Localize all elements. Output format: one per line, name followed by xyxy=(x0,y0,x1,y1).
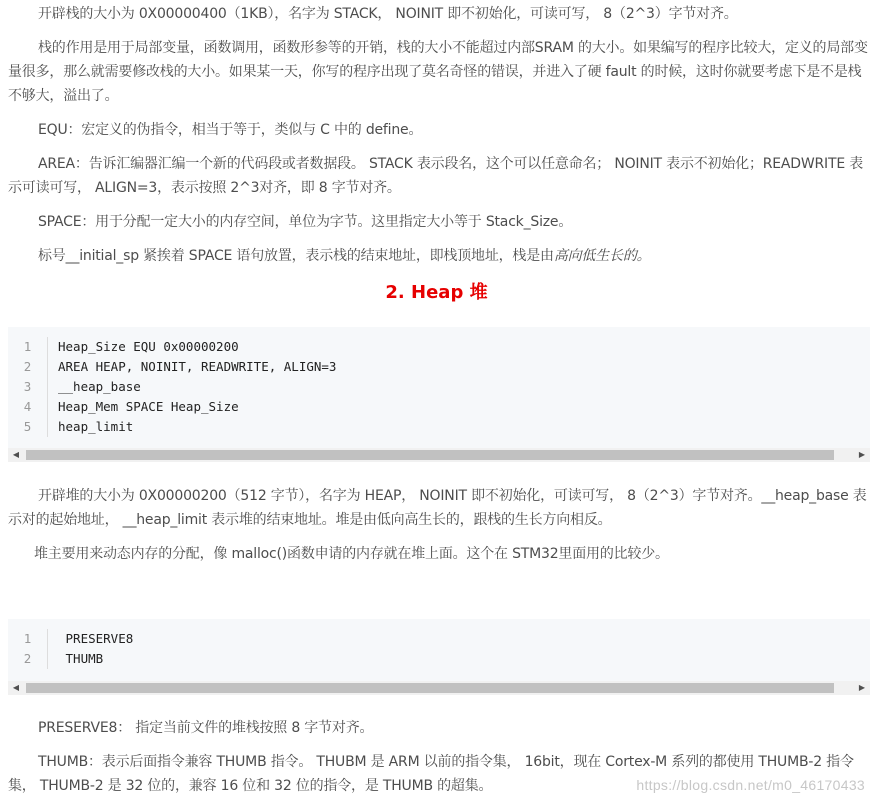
paragraph-text: 开辟堆的大小为 0X00000200（512 字节），名字为 HEAP， NOINIT 即不初始化，可读可写， 8（2^3）字节对齐。__heap_base 表示对的起始地址， __heap_limit 表示堆的结束地址。堆是由低向高生长的，跟栈的生长方向相反。 xyxy=(8,488,867,528)
scroll-right-icon[interactable]: ▶ xyxy=(858,683,866,692)
paragraph-area xyxy=(8,152,870,200)
scrollbar-thumb[interactable] xyxy=(26,683,834,693)
code-line xyxy=(8,417,870,437)
code-text: PRESERVE8 xyxy=(58,631,134,646)
paragraph-text: SPACE：用于分配一定大小的内存空间，单位为字节。这里指定大小等于 Stack_Size。 xyxy=(38,214,573,230)
code-line xyxy=(8,337,870,357)
paragraph-text: 标号__initial_sp 紧挨着 SPACE 语句放置，表示栈的结束地址，即栈顶地址，栈是由 xyxy=(38,248,554,264)
code-text: Heap_Mem SPACE Heap_Size xyxy=(58,399,239,414)
code-text: AREA HEAP, NOINIT, READWRITE, ALIGN=3 xyxy=(58,359,337,374)
code-line xyxy=(8,629,870,649)
line-number: 2 xyxy=(8,357,48,377)
paragraph-text: PRESERVE8： 指定当前文件的堆栈按照 8 字节对齐。 xyxy=(38,720,374,736)
paragraph-text: 栈的作用是用于局部变量，函数调用，函数形参等的开销，栈的大小不能超过内部SRAM 的大小。如果编写的程序比较大，定义的局部变量很多，那么就需要修改栈的大小。如果某一天，你写的程序出现了莫名奇怪的错误，并进入了硬 fault 的时候，这时你就要考虑下是不是栈不够大，溢出了。 xyxy=(8,40,868,104)
paragraph-equ xyxy=(8,118,870,142)
paragraph-text: 堆主要用来动态内存的分配，像 malloc()函数申请的内存就在堆上面。这个在 STM32里面用的比较少。 xyxy=(34,546,669,562)
code-text: THUMB xyxy=(58,651,104,666)
paragraph-initial-sp xyxy=(8,244,870,268)
emphasis-text: 高向低生长的。 xyxy=(553,248,651,264)
code-text: Heap_Size EQU 0x00000200 xyxy=(58,339,239,354)
paragraph-heap-usage xyxy=(8,542,870,566)
line-number: 1 xyxy=(8,629,48,649)
code-line xyxy=(8,397,870,417)
line-number: 3 xyxy=(8,377,48,397)
section-heading-heap: 2. Heap 堆 xyxy=(385,282,488,303)
line-number: 5 xyxy=(8,417,48,437)
line-number: 2 xyxy=(8,649,48,669)
code-line xyxy=(8,649,870,669)
code-block-preserve xyxy=(8,619,870,681)
code-text: __heap_base xyxy=(58,379,141,394)
code-block-heap xyxy=(8,327,870,449)
paragraph-stack-usage xyxy=(8,36,870,108)
horizontal-scrollbar[interactable] xyxy=(8,681,870,695)
paragraph-stack-size xyxy=(8,2,870,26)
code-line xyxy=(8,357,870,377)
code-text: heap_limit xyxy=(58,419,134,434)
paragraph-text: AREA：告诉汇编器汇编一个新的代码段或者数据段。 STACK 表示段名，这个可以任意命名； NOINIT 表示不初始化；READWRITE 表示可读可写， ALIGN=3，表示按照 2^3对齐，即 8 字节对齐。 xyxy=(8,156,864,196)
paragraph-text: THUMB：表示后面指令兼容 THUMB 指令。 THUBM 是 ARM 以前的指令集， 16bit，现在 Cortex-M 系列的都使用 THUMB-2 指令集， THUMB-2 是 32 位的，兼容 16 位和 32 位的指令，是 THUMB 的超集。 xyxy=(8,754,854,794)
scrollbar-thumb[interactable] xyxy=(26,450,834,460)
line-number: 1 xyxy=(8,337,48,357)
scroll-left-icon[interactable]: ◀ xyxy=(12,683,20,692)
paragraph-space xyxy=(8,210,870,234)
paragraph-preserve8 xyxy=(8,716,870,740)
horizontal-scrollbar[interactable] xyxy=(8,448,870,462)
scroll-right-icon[interactable]: ▶ xyxy=(858,450,866,459)
code-line xyxy=(8,377,870,397)
scroll-left-icon[interactable]: ◀ xyxy=(12,450,20,459)
line-number: 4 xyxy=(8,397,48,417)
watermark-url: https://blog.csdn.net/m0_46170433 xyxy=(636,777,865,793)
paragraph-text: EQU：宏定义的伪指令，相当于等于，类似与 C 中的 define。 xyxy=(38,122,423,138)
paragraph-heap-size xyxy=(8,484,870,532)
paragraph-text: 开辟栈的大小为 0X00000400（1KB），名字为 STACK， NOINIT 即不初始化，可读可写， 8（2^3）字节对齐。 xyxy=(38,6,738,22)
